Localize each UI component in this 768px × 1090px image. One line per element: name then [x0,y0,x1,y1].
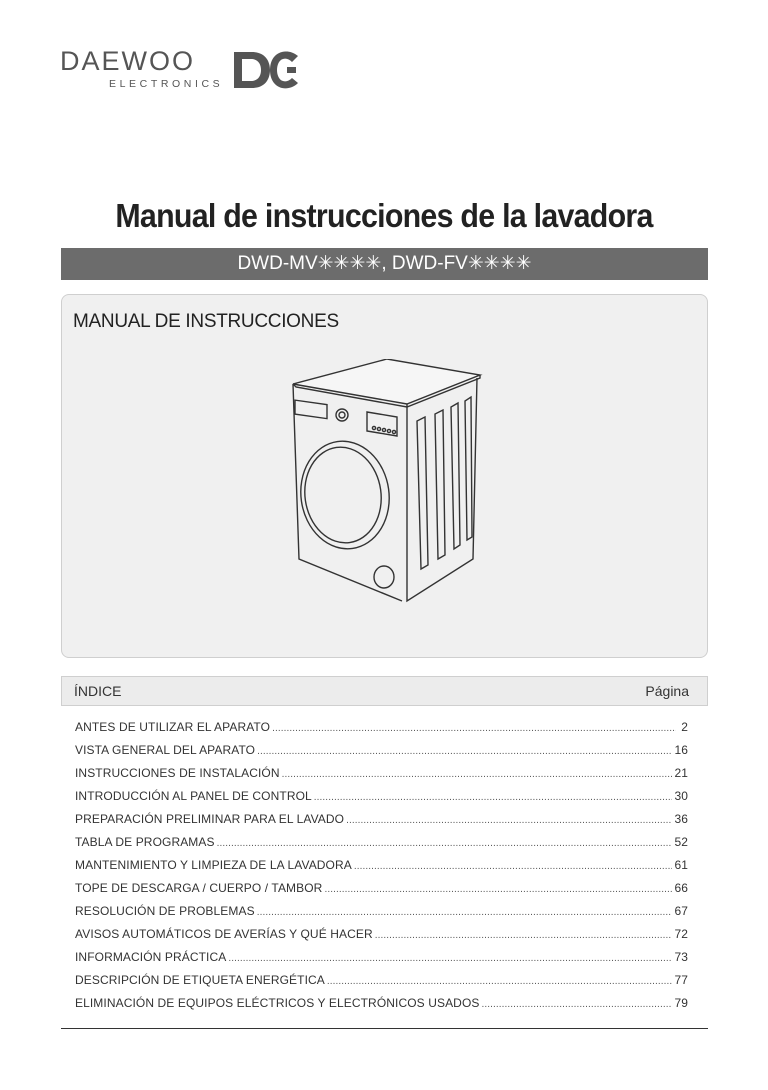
toc-leader-dots [272,723,676,734]
toc-entry-label: VISTA GENERAL DEL APARATO [75,743,256,757]
daewoo-mark-icon [230,48,302,92]
toc-entry-page: 16 [674,743,688,757]
toc-entry-page: 52 [674,835,688,849]
toc-entry-label: TOPE DE DESCARGA / CUERPO / TAMBOR [75,881,323,895]
toc-entry-page: 61 [674,858,688,872]
page-title: Manual de instrucciones de la lavadora [115,197,653,234]
toc-leader-dots [324,884,672,895]
toc-leader-dots [481,999,672,1010]
toc-entry[interactable] [75,835,688,858]
toc-leader-dots [314,792,673,803]
toc-leader-dots [257,746,672,757]
toc-entry-label: ELIMINACIÓN DE EQUIPOS ELÉCTRICOS Y ELECTRÓNICOS USADOS [75,996,480,1010]
brand-sub: ELECTRONICS [109,78,224,90]
toc-entry-label: INTRODUCCIÓN AL PANEL DE CONTROL [75,789,312,803]
hero-heading: MANUAL DE INSTRUCCIONES [73,311,339,332]
toc-leader-dots [217,838,673,849]
toc-entry[interactable] [75,950,688,973]
washing-machine-icon [287,359,487,604]
toc-leader-dots [228,953,672,964]
toc-entry[interactable] [75,973,688,996]
toc-entry-label: INFORMACIÓN PRÁCTICA [75,950,227,964]
toc-entry-label: INSTRUCCIONES DE INSTALACIÓN [75,766,280,780]
index-title: ÍNDICE [74,683,122,699]
toc-entry-label: TABLA DE PROGRAMAS [75,835,215,849]
toc-leader-dots [354,861,673,872]
toc-leader-dots [257,907,673,918]
hero-box [61,294,708,658]
toc-leader-dots [327,976,673,987]
index-header [61,676,708,706]
toc-entry[interactable] [75,789,688,812]
toc-entry[interactable] [75,858,688,881]
toc-entry-page: 66 [674,881,688,895]
toc-entry-page: 79 [674,996,688,1010]
toc-entry-page: 30 [674,789,688,803]
toc-entry[interactable] [75,743,688,766]
toc-entry[interactable] [75,996,688,1019]
toc-leader-dots [346,815,672,826]
bottom-divider [61,1028,708,1029]
toc-entry-label: ANTES DE UTILIZAR EL APARATO [75,720,271,734]
toc-entry[interactable] [75,812,688,835]
brand-name: DAEWOO [60,46,196,76]
toc-entry-label: AVISOS AUTOMÁTICOS DE AVERÍAS Y QUÉ HACER [75,927,373,941]
toc-leader-dots [282,769,673,780]
toc-entry-page: 21 [674,766,688,780]
toc-entry-label: MANTENIMIENTO Y LIMPIEZA DE LA LAVADORA [75,858,352,872]
toc-entry-page: 36 [674,812,688,826]
toc-entry[interactable] [75,927,688,950]
toc-entry-page: 77 [674,973,688,987]
toc-entry-page: 67 [674,904,688,918]
toc-entry-label: RESOLUCIÓN DE PROBLEMAS [75,904,255,918]
toc-entry-page: 2 [681,720,688,734]
toc-entry-page: 72 [674,927,688,941]
model-bar [61,248,708,280]
toc-entry-label: PREPARACIÓN PRELIMINAR PARA EL LAVADO [75,812,345,826]
toc-entry[interactable] [75,881,688,904]
index-page-label: Página [645,683,689,699]
toc-entry[interactable] [75,720,688,743]
table-of-contents [75,720,688,1019]
model-numbers: DWD-MV✳✳✳✳, DWD-FV✳✳✳✳ [237,253,532,274]
toc-entry[interactable] [75,766,688,789]
toc-entry[interactable] [75,904,688,927]
toc-entry-label: DESCRIPCIÓN DE ETIQUETA ENERGÉTICA [75,973,325,987]
daewoo-logo [60,44,310,94]
toc-leader-dots [375,930,673,941]
toc-entry-page: 73 [674,950,688,964]
